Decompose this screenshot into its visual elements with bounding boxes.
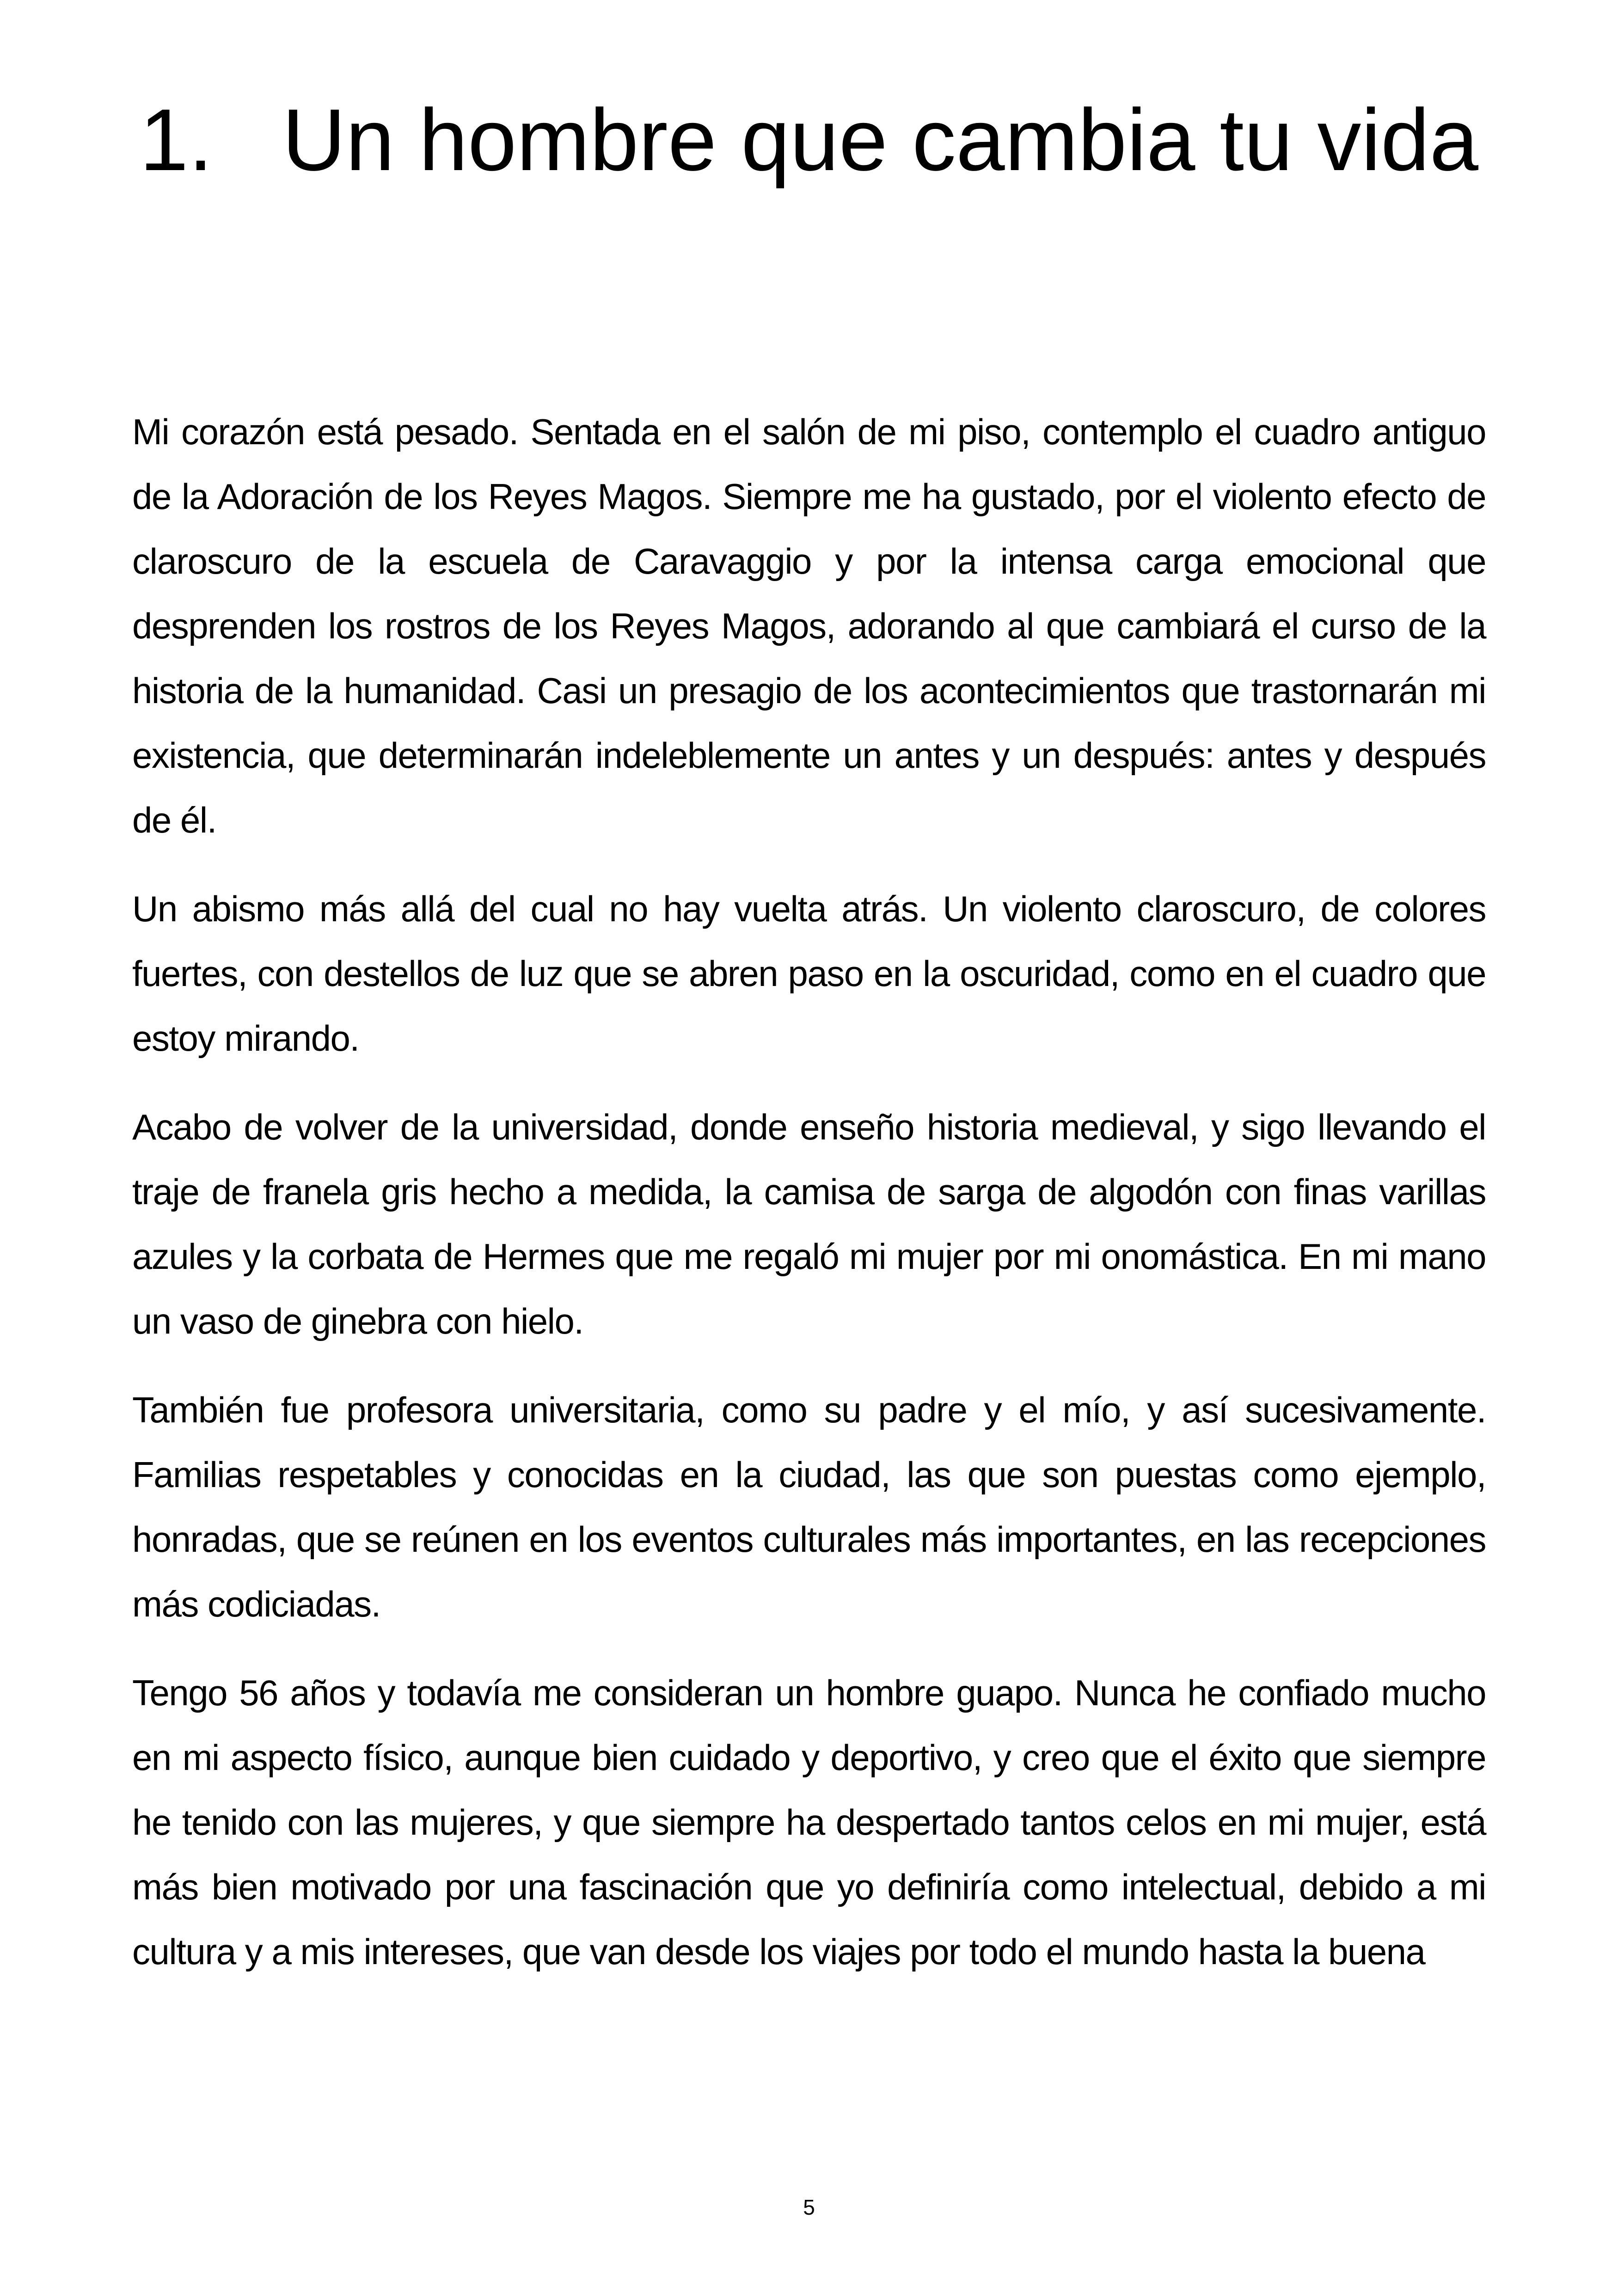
page-number: 5	[803, 2195, 815, 2219]
paragraph-2: Un abismo más allá del cual no hay vuelta atrás. Un violento claroscuro, de colores fuertes, con destellos de luz que se abren paso en la oscuridad, como en el cuadro que estoy mirando.	[132, 888, 1486, 1059]
body-text	[132, 399, 1486, 2008]
paragraph-4: También fue profesora universitaria, como su padre y el mío, y así sucesivamente. Familias respetables y conocidas en la ciudad, las que son puestas como ejemplo, honradas, que se reúnen en los eventos culturales más importantes, en las recepciones más codiciadas.	[132, 1390, 1486, 1624]
paragraph-5: Tengo 56 años y todavía me consideran un hombre guapo. Nunca he confiado mucho en mi aspecto físico, aunque bien cuidado y deportivo, y creo que el éxito que siempre he tenido con las mujeres, y que siempre ha despertado tantos celos en mi mujer, está más bien motivado por una fascinación que yo definiría como intelectual, debido a mi cultura y a mis intereses, que van desde los viajes por todo el mundo hasta la buena	[132, 1672, 1486, 1972]
chapter-title-text: Un hombre que cambia tu vida	[282, 91, 1478, 189]
chapter-number: 1.	[139, 91, 213, 189]
paragraph-3: Acabo de volver de la universidad, donde enseño historia medieval, y sigo llevando el traje de franela gris hecho a medida, la camisa de sarga de algodón con finas varillas azules y la corbata de Hermes que me regaló mi mujer por mi onomástica. En mi mano un vaso de ginebra con hielo.	[132, 1107, 1486, 1341]
chapter-title	[132, 86, 1486, 195]
paragraph-1: Mi corazón está pesado. Sentada en el salón de mi piso, contemplo el cuadro antiguo de la Adoración de los Reyes Magos. Siempre me ha gustado, por el violento efecto de claroscuro de la escuela de Caravaggio y por la intensa carga emocional que desprenden los rostros de los Reyes Magos, adorando al que cambiará el curso de la historia de la humanidad. Casi un presagio de los acontecimientos que trastornarán mi existencia, que determinarán indeleblemente un antes y un después: antes y después de él.	[132, 411, 1486, 840]
